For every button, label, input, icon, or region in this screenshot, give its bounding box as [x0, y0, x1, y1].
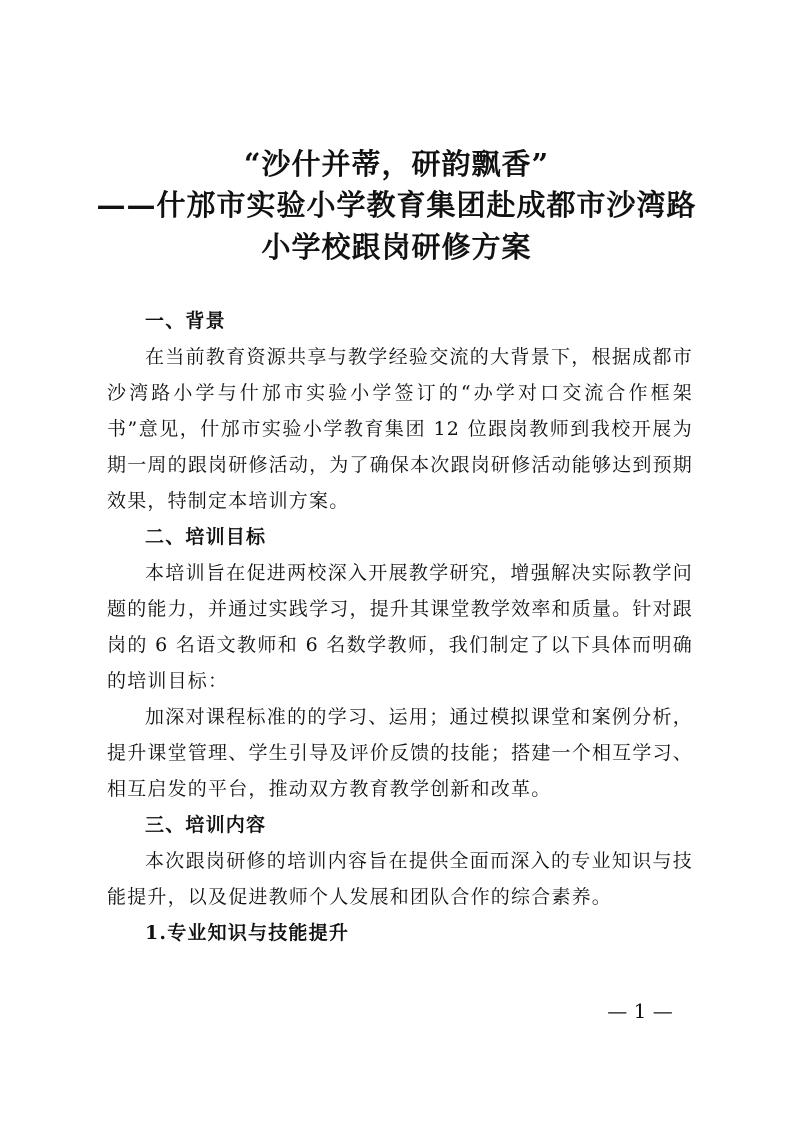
document-title-line-2: ——什邡市实验小学教育集团赴成都市沙湾路	[96, 188, 697, 222]
document-title-line-1: “沙什并蒂，研韵飘香”	[243, 147, 550, 181]
background-paragraph: 在当前教育资源共享与教学经验交流的大背景下，根据成都市沙湾路小学与什邡市实验小学签订的“办学对口交流合作框架书”意见，什邡市实验小学教育集团 12 位跟岗教师到我校开展为期一周的跟岗研修活动，为了确保本次跟岗研修活动能够达到预期效果，特制定本培训方案。	[107, 346, 693, 512]
content-paragraph: 本次跟岗研修的培训内容旨在提供全面而深入的专业知识与技能提升，以及促进教师个人发展和团队合作的综合素养。	[107, 850, 693, 908]
document-body	[107, 303, 693, 951]
content-subheading-1: 1.专业知识与技能提升	[145, 922, 350, 944]
section-heading-background: 一、背景	[145, 310, 226, 332]
goals-paragraph-1: 本培训旨在促进两校深入开展教学研究，增强解决实际教学问题的能力，并通过实践学习，提升其课堂教学效率和质量。针对跟岗的 6 名语文教师和 6 名数学教师，我们制定了以下具体而明确的培训目标：	[107, 562, 693, 692]
goals-paragraph-2: 加深对课程标准的的学习、运用；通过模拟课堂和案例分析，提升课堂管理、学生引导及评价反馈的技能；搭建一个相互学习、相互启发的平台，推动双方教育教学创新和改革。	[107, 706, 693, 800]
section-heading-goals: 二、培训目标	[145, 526, 267, 548]
page-number: — 1 —	[607, 999, 673, 1023]
section-heading-content: 三、培训内容	[145, 814, 267, 836]
document-title-line-3: 小学校跟岗研修方案	[261, 230, 532, 264]
